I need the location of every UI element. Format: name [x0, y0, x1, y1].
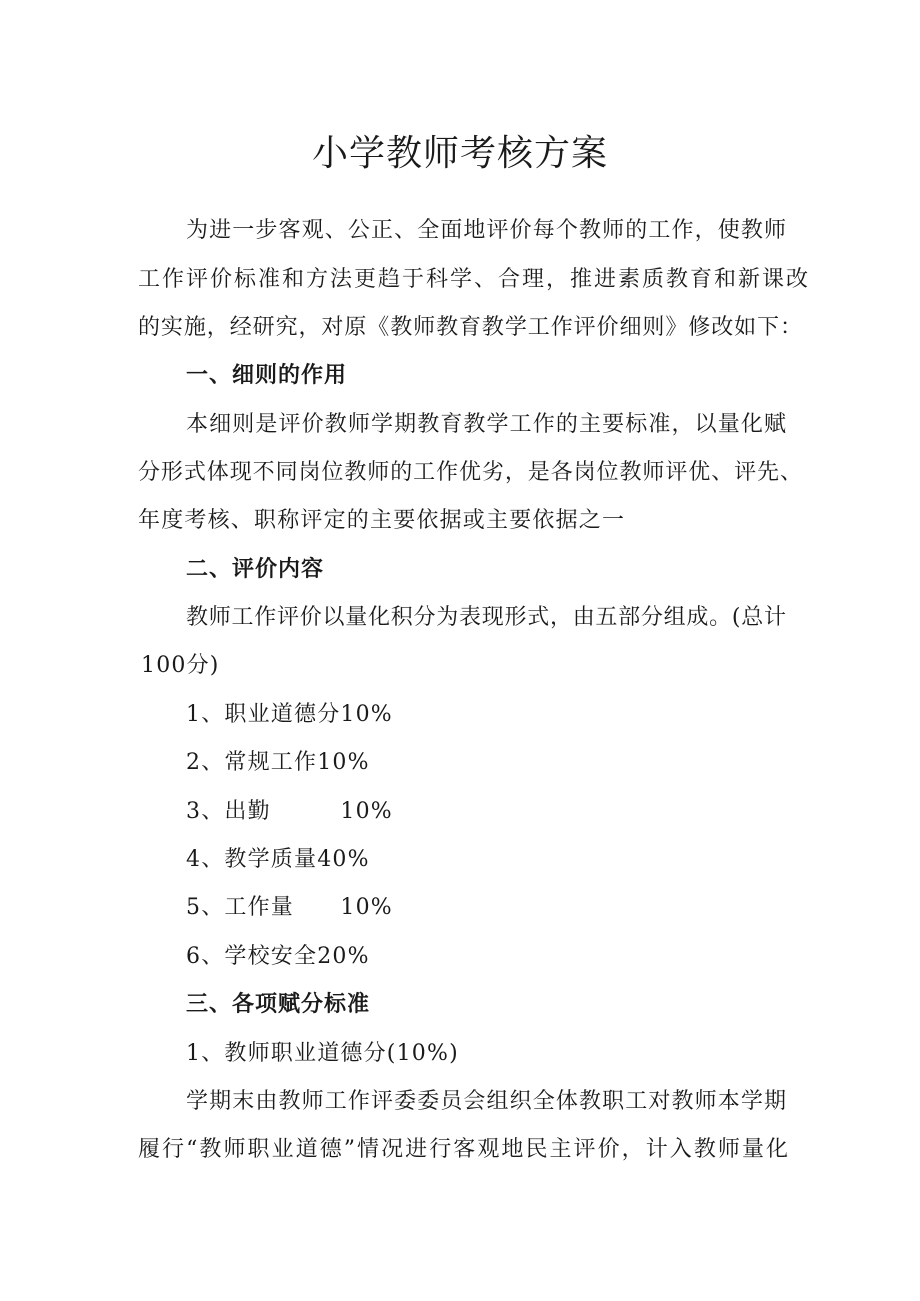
- content-item-6: 6、学校安全20%: [186, 944, 370, 969]
- section2-heading: 二、评价内容: [186, 557, 325, 582]
- section1-line-2: 分形式体现不同岗位教师的工作优劣，是各岗位教师评优、评先、: [138, 460, 802, 485]
- intro-line-2: 工作评价标准和方法更趋于科学、合理，推进素质教育和新课改: [138, 267, 808, 292]
- content-item-4: 4、教学质量40%: [186, 847, 370, 872]
- content-item-2: 2、常规工作10%: [186, 750, 370, 775]
- document-title: 小学教师考核方案: [311, 133, 608, 174]
- section2-line-1: 教师工作评价以量化积分为表现形式，由五部分组成。(总计: [186, 605, 786, 630]
- section3-heading: 三、各项赋分标准: [186, 992, 371, 1017]
- intro-line-1: 为进一步客观、公正、全面地评价每个教师的工作，使教师: [186, 218, 786, 243]
- section1-line-3: 年度考核、职称评定的主要依据或主要依据之一: [138, 508, 626, 533]
- content-item-5: 5、工作量 10%: [186, 895, 393, 920]
- section1-heading: 一、细则的作用: [186, 363, 348, 388]
- intro-line-3: 的实施，经研究，对原《教师教育教学工作评价细则》修改如下：: [138, 315, 802, 340]
- content-item-1: 1、职业道德分10%: [186, 702, 393, 727]
- section3-line-1: 学期末由教师工作评委委员会组织全体教职工对教师本学期: [186, 1089, 786, 1114]
- content-item-3: 3、出勤 10%: [186, 799, 393, 824]
- section3-line-2: 履行“教师职业道德”情况进行客观地民主评价，计入教师量化: [138, 1137, 788, 1162]
- section1-line-1: 本细则是评价教师学期教育教学工作的主要标准，以量化赋: [186, 412, 786, 437]
- section3-subheading: 1、教师职业道德分(10%): [186, 1041, 459, 1066]
- section2-line-2: 100分): [141, 653, 220, 678]
